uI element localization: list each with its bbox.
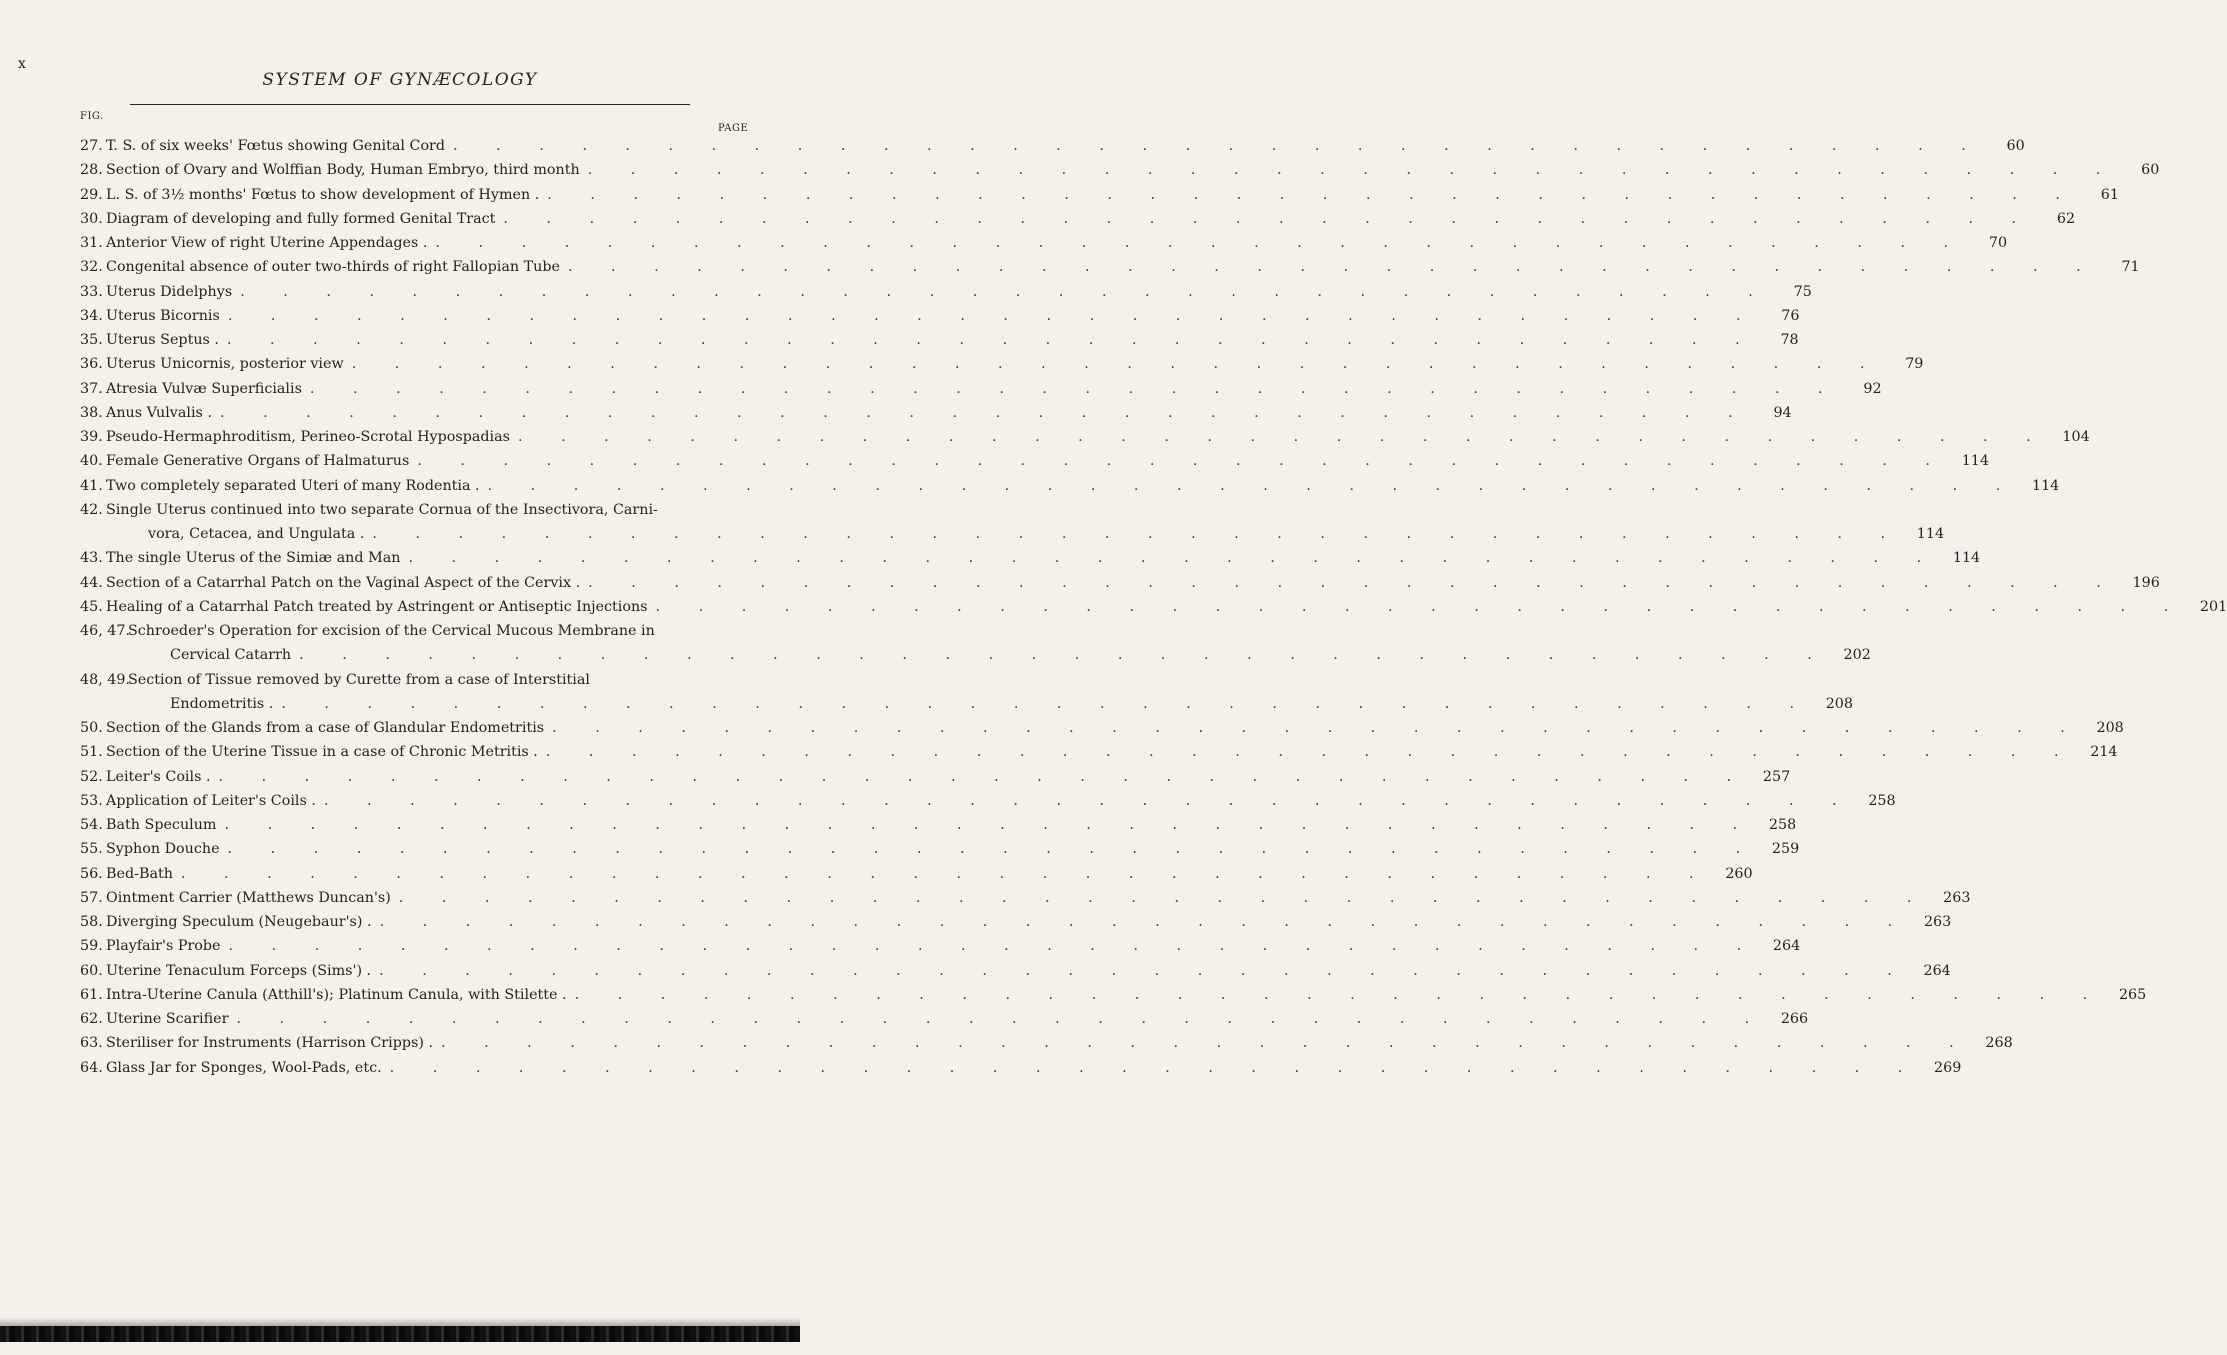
figure-page-number: 208 [1825, 695, 1853, 712]
figure-page-number: 214 [2090, 744, 2118, 761]
figure-title: Section of Tissue removed by Curette from a case of Interstitial [128, 671, 590, 688]
dot-leader [427, 231, 1965, 255]
figure-entry [80, 134, 2025, 158]
header-rule [130, 104, 690, 105]
figure-entry [80, 595, 2227, 619]
page-number: x [18, 56, 27, 72]
figure-number: 53. [80, 792, 103, 809]
figure-page-number: 257 [1762, 768, 1791, 785]
figure-title: Congenital absence of outer two-thirds of right Fallopian Tube [106, 259, 560, 276]
scan-edge-shadow [0, 1318, 800, 1326]
dot-leader [221, 934, 1759, 958]
figure-entry [80, 280, 1812, 304]
figure-title-line [106, 425, 2090, 449]
figure-title-line [128, 692, 1853, 716]
figure-number: 36. [80, 356, 103, 373]
figure-number: 60. [80, 962, 103, 979]
dot-leader [400, 546, 1938, 570]
dot-leader [372, 910, 1910, 934]
figure-title-line [128, 619, 1871, 643]
figure-entry [80, 183, 2119, 207]
dot-leader [371, 959, 1909, 983]
figure-number: 34. [80, 307, 103, 324]
figure-entry [80, 886, 1971, 910]
figure-entry [80, 546, 1981, 570]
figure-entry-body [106, 765, 1790, 789]
dot-leader [445, 134, 1983, 158]
figure-page-number: 263 [1923, 914, 1952, 930]
figure-page-number: 75 [1793, 283, 1812, 300]
figure-title: Uterus Bicornis [106, 307, 220, 324]
figure-title-line [106, 304, 1800, 328]
figure-title: Anterior View of right Uterine Appendages . [106, 235, 428, 251]
figure-title-line [106, 280, 1812, 304]
figure-entry [80, 934, 1801, 958]
dot-leader [219, 328, 1757, 352]
figure-title: The single Uterus of the Simiæ and Man [106, 550, 401, 567]
figure-number: 37. [80, 380, 103, 397]
figure-title-line [106, 522, 1944, 546]
figure-number: 39. [80, 429, 103, 445]
figure-title: L. S. of 3½ months' Fœtus to show development of Hymen . [106, 186, 540, 203]
dot-leader [273, 692, 1811, 716]
figure-entry [80, 1031, 2013, 1055]
figure-title: Uterine Tenaculum Forceps (Sims') . [106, 962, 372, 979]
figure-title: Schroeder's Operation for excision of the Cervical Mucous Membrane in [128, 623, 655, 639]
figure-page-number: 268 [1985, 1035, 2013, 1052]
figure-entry [80, 474, 2060, 498]
figure-entry [80, 813, 1797, 837]
figure-page-number: 61 [2100, 186, 2119, 203]
figure-page-number: 202 [1843, 647, 1871, 664]
figure-number: 59. [80, 938, 103, 955]
figure-number: 42. [80, 501, 103, 518]
figure-title: Section of the Uterine Tissue in a case of Chronic Metritis . [106, 744, 538, 761]
figure-page-number: 62 [2056, 210, 2076, 227]
figure-page-number: 114 [1961, 453, 1989, 470]
figure-title: Female Generative Organs of Halmaturus [106, 453, 410, 470]
figure-title-line [106, 134, 2025, 158]
figure-entry-body [106, 983, 2146, 1007]
figure-number: 63. [80, 1035, 103, 1052]
figure-number: 44. [80, 574, 103, 591]
figure-title-line [106, 910, 1951, 934]
figure-entry [80, 668, 1853, 717]
figure-number: 64. [80, 1059, 103, 1076]
figure-page-number: 201 [2199, 598, 2227, 615]
figure-page-number: 258 [1768, 817, 1797, 833]
figure-page-number: 114 [1952, 550, 1981, 567]
figure-title: Single Uterus continued into two separate Cornua of the Insectivora, Carni- [106, 501, 658, 518]
dot-leader [364, 522, 1902, 546]
figure-number: 27. [80, 138, 103, 154]
figure-entry-body [106, 1007, 1808, 1031]
running-head-title: SYSTEM OF GYNÆCOLOGY [262, 70, 538, 90]
figure-entry-body [106, 498, 1944, 547]
figure-title-line [128, 643, 1871, 667]
figure-entry [80, 571, 2160, 595]
figure-entry-body [106, 401, 1792, 425]
figure-title: Uterine Scarifier [106, 1011, 229, 1027]
figure-entry-body [106, 1056, 1961, 1080]
figure-page-number: 71 [2121, 259, 2140, 276]
figure-title-line [106, 571, 2160, 595]
figure-page-number: 70 [1988, 235, 2008, 251]
figure-entry-body [106, 716, 2124, 740]
figure-title-line [106, 401, 1792, 425]
figure-title-line [106, 1007, 1808, 1031]
figure-title-line [106, 546, 1980, 570]
figure-number: 56. [80, 865, 103, 882]
dot-leader [220, 837, 1758, 861]
figure-entry-body [106, 134, 2025, 158]
figure-entry [80, 377, 1882, 401]
figure-entry-body [106, 813, 1796, 837]
figure-page-number: 76 [1781, 307, 1800, 324]
figure-entry-body [106, 328, 1799, 352]
figure-number: 58. [80, 914, 103, 930]
figure-title-line [106, 231, 2007, 255]
figure-entry [80, 1007, 1809, 1031]
figure-number: 35. [80, 332, 103, 348]
dot-leader [212, 401, 1750, 425]
figure-page-number: 260 [1725, 865, 1753, 882]
figure-number: 45. [80, 598, 103, 615]
figure-title-line [106, 765, 1790, 789]
figure-number: 54. [80, 817, 103, 833]
figure-title-line [106, 207, 2075, 231]
figure-entry [80, 740, 2118, 764]
dot-leader [580, 571, 2118, 595]
figure-page-number: 264 [1923, 962, 1951, 979]
figure-title-line [106, 740, 2118, 764]
figure-title-line [106, 1056, 1961, 1080]
figure-entry [80, 207, 2076, 231]
figure-page-number: 263 [1943, 889, 1971, 906]
figure-entry [80, 255, 2140, 279]
figure-entry-body [106, 789, 1896, 813]
figure-page-number: 60 [2006, 138, 2025, 154]
figure-number: 52. [80, 768, 103, 785]
fig-column-label: FIG. [80, 111, 104, 122]
figure-title-line [106, 328, 1799, 352]
dot-leader [173, 862, 1711, 886]
figure-title: Section of a Catarrhal Patch on the Vaginal Aspect of the Cervix . [106, 574, 581, 591]
figure-entry-body [106, 377, 1882, 401]
figure-entry-body [106, 352, 1923, 376]
figure-entry-body [106, 425, 2090, 449]
figure-entry [80, 789, 1896, 813]
figure-title-line [106, 862, 1753, 886]
figure-title: Two completely separated Uteri of many Rodentia . [106, 477, 480, 494]
figure-title: Syphon Douche [106, 841, 220, 858]
figure-number: 51. [80, 744, 103, 761]
figure-entry-body [106, 668, 1853, 717]
figure-entry-body [106, 959, 1951, 983]
figure-title-line [106, 813, 1796, 837]
figure-title: Section of Ovary and Wolffian Body, Human Embryo, third month [106, 162, 580, 179]
figure-title-line [106, 498, 1944, 522]
figure-title: Anus Vulvalis . [106, 404, 212, 421]
figure-entry-body [106, 595, 2227, 619]
dot-leader [409, 449, 1947, 473]
scan-edge-band [0, 1326, 800, 1342]
figure-entry-body [106, 862, 1753, 886]
figure-page-number: 78 [1780, 332, 1799, 348]
figure-entry [80, 231, 2008, 255]
dot-leader [220, 304, 1758, 328]
figure-title-line [106, 886, 1970, 910]
dot-leader [495, 207, 2033, 231]
figure-title-line [106, 959, 1951, 983]
figure-title-line [106, 449, 1989, 473]
figure-entry-body [106, 546, 1980, 570]
figure-entry-body [106, 207, 2075, 231]
dot-leader [211, 765, 1749, 789]
figure-entry [80, 910, 1952, 934]
figure-number: 57. [80, 889, 103, 906]
figure-title: Diverging Speculum (Neugebaur's) . [106, 914, 372, 930]
figure-entry [80, 862, 1753, 886]
dot-leader [544, 716, 2082, 740]
figure-entry-body [106, 886, 1970, 910]
figure-number: 32. [80, 259, 103, 276]
dot-leader [648, 595, 2186, 619]
figure-title: Healing of a Catarrhal Patch treated by Astringent or Antiseptic Injections [106, 598, 648, 615]
figure-title-line [106, 352, 1923, 376]
figure-title-line [106, 255, 2140, 279]
dot-leader [302, 377, 1840, 401]
figure-title-line [106, 983, 2146, 1007]
figure-number: 62. [80, 1011, 103, 1027]
figure-entry-body [106, 304, 1800, 328]
figure-entry [80, 425, 2090, 449]
figure-entry-body [106, 837, 1799, 861]
page-column-label: PAGE [718, 123, 749, 134]
dot-leader [433, 1031, 1971, 1055]
dot-leader [560, 255, 2098, 279]
figure-entry-body [106, 571, 2160, 595]
figure-number: 48, 49. [80, 671, 131, 688]
figure-entry-body [106, 158, 2159, 182]
figure-title-line [106, 595, 2227, 619]
dot-leader [232, 280, 1770, 304]
figure-title: Steriliser for Instruments (Harrison Cripps) . [106, 1035, 433, 1052]
dot-leader [391, 886, 1929, 910]
figure-title: Diagram of developing and fully formed Genital Tract [106, 210, 496, 227]
figure-title-line [106, 1031, 2013, 1055]
figure-title: Glass Jar for Sponges, Wool-Pads, etc. [106, 1059, 382, 1076]
figure-entry [80, 619, 1871, 668]
figure-title-line [106, 158, 2159, 182]
figure-number: 61. [80, 986, 103, 1003]
figure-title: Section of the Glands from a case of Glandular Endometritis [106, 720, 545, 736]
dot-leader [580, 158, 2118, 182]
dot-leader [344, 352, 1882, 376]
figure-title: Uterus Didelphys [106, 283, 233, 300]
figure-page-number: 60 [2141, 162, 2160, 179]
figure-entry-body [106, 934, 1800, 958]
figure-entry [80, 765, 1791, 789]
figure-title-line [106, 474, 2059, 498]
figure-entry-body [106, 740, 2118, 764]
figure-entry [80, 498, 1945, 547]
figure-title-line [106, 934, 1800, 958]
figure-entry [80, 1056, 1962, 1080]
figure-entry [80, 304, 1800, 328]
dot-leader [291, 643, 1829, 667]
figure-entry-body [106, 1031, 2013, 1055]
figure-entry-body [106, 449, 1989, 473]
figure-entry [80, 158, 2160, 182]
figure-title: Leiter's Coils . [106, 768, 211, 785]
figure-title: Atresia Vulvæ Superficialis [106, 380, 302, 397]
figure-page-number: 266 [1780, 1011, 1809, 1027]
dot-leader [510, 425, 2048, 449]
figure-number: 40. [80, 453, 103, 470]
figure-entry-body [106, 231, 2007, 255]
dot-leader [382, 1056, 1920, 1080]
figure-page-number: 259 [1771, 841, 1800, 858]
figure-title: vora, Cetacea, and Ungulata . [148, 526, 365, 542]
figure-page-number: 264 [1772, 938, 1801, 955]
figure-title-line [106, 837, 1799, 861]
figure-list [80, 134, 2227, 1080]
dot-leader [316, 789, 1854, 813]
figure-entry-body [106, 280, 1812, 304]
figure-number: 33. [80, 283, 103, 300]
figure-page-number: 269 [1934, 1059, 1962, 1076]
figure-page-number: 94 [1773, 404, 1792, 421]
figure-entry [80, 716, 2124, 740]
dot-leader [228, 1007, 1766, 1031]
figure-title: Ointment Carrier (Matthews Duncan's) [106, 889, 391, 906]
figure-title-line [106, 377, 1882, 401]
figure-title: Endometritis . [170, 695, 274, 712]
dot-leader [539, 183, 2077, 207]
figure-title: Intra-Uterine Canula (Atthill's); Platinum Canula, with Stilette . [106, 986, 567, 1003]
figure-title: Uterus Septus . [106, 332, 219, 348]
dot-leader [480, 474, 2018, 498]
figure-entry [80, 837, 1800, 861]
figure-number: 50. [80, 720, 103, 736]
figure-title: T. S. of six weeks' Fœtus showing Genital Cord [106, 138, 446, 154]
figure-number: 30. [80, 210, 103, 227]
figure-number: 43. [80, 550, 103, 567]
figure-entry [80, 959, 1951, 983]
figure-title-line [128, 668, 1853, 692]
dot-leader [217, 813, 1755, 837]
figure-title: Playfair's Probe [106, 938, 221, 955]
figure-entry-body [106, 619, 1871, 668]
dot-leader [538, 740, 2076, 764]
figure-entry-body [106, 183, 2119, 207]
figure-title: Pseudo-Hermaphroditism, Perineo-Scrotal Hypospadias [106, 429, 510, 445]
figure-number: 55. [80, 841, 103, 858]
figure-page-number: 114 [2031, 477, 2060, 494]
figure-entry [80, 449, 1989, 473]
figure-page-number: 79 [1905, 356, 1924, 373]
figure-page-number: 114 [1916, 526, 1945, 542]
figure-entry [80, 401, 1792, 425]
figure-title-line [106, 716, 2124, 740]
figure-number: 41. [80, 477, 103, 494]
figure-entry-body [106, 910, 1951, 934]
figure-page-number: 265 [2118, 986, 2147, 1003]
figure-entry-body [106, 255, 2140, 279]
figure-entry [80, 352, 1924, 376]
figure-title: Bath Speculum [106, 817, 217, 833]
figure-page-number: 196 [2132, 574, 2160, 591]
figure-entry [80, 328, 1799, 352]
figure-number: 38. [80, 404, 103, 421]
figure-number: 31. [80, 235, 103, 251]
figure-title: Uterus Unicornis, posterior view [106, 356, 344, 373]
figure-entry [80, 983, 2147, 1007]
figure-page-number: 104 [2062, 429, 2090, 445]
figure-title-line [106, 183, 2119, 207]
figure-number: 28. [80, 162, 103, 179]
figure-entry-body [106, 474, 2059, 498]
figure-number: 29. [80, 186, 103, 203]
figure-title: Bed-Bath [106, 865, 173, 882]
figure-page-number: 92 [1863, 380, 1882, 397]
figure-page-number: 208 [2096, 720, 2124, 736]
figure-title: Application of Leiter's Coils . [106, 792, 316, 809]
figure-title: Cervical Catarrh [170, 647, 292, 664]
figure-page-number: 258 [1868, 792, 1896, 809]
figure-number: 46, 47. [80, 623, 131, 639]
figure-title-line [106, 789, 1896, 813]
dot-leader [567, 983, 2105, 1007]
